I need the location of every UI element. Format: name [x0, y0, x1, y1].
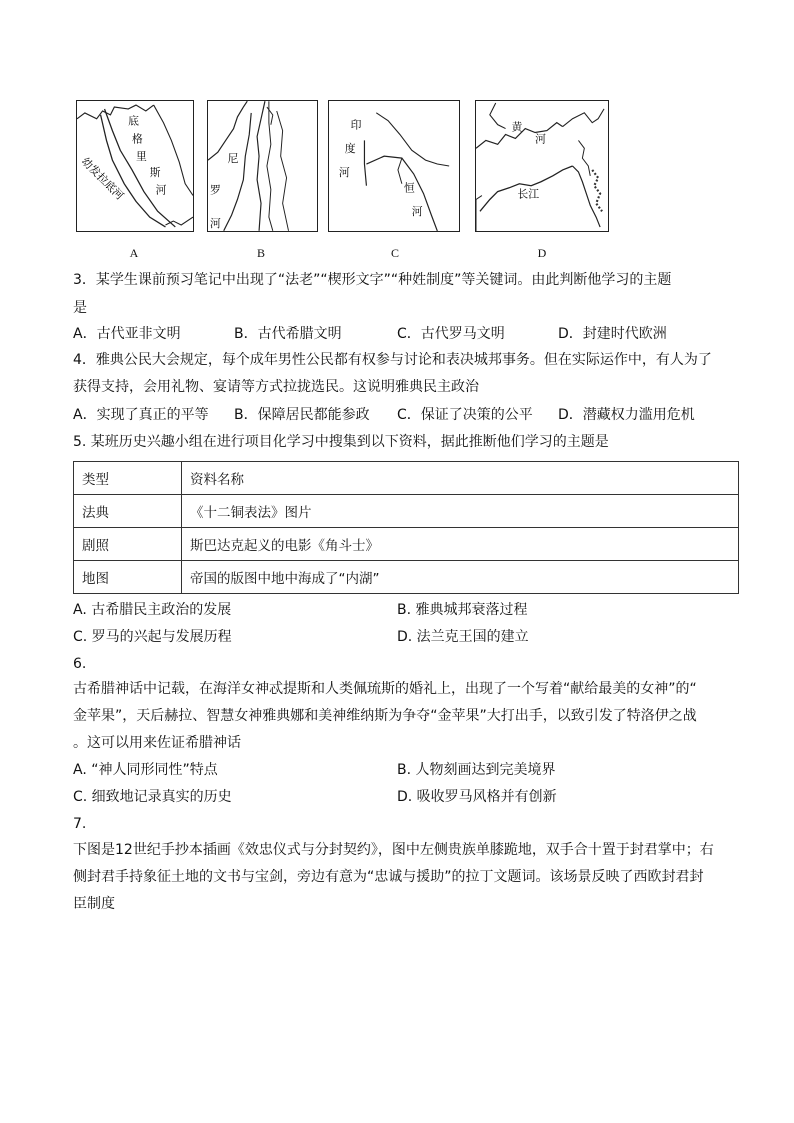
q6-option-d: D. 吸收罗马风格并有创新: [397, 789, 557, 805]
table-header-row: [74, 462, 739, 495]
q4-option-a: A．实现了真正的平等: [73, 407, 209, 423]
q3-option-a: A．古代亚非文明: [73, 326, 181, 342]
q5-option-b: B. 雅典城邦衰落过程: [397, 602, 528, 618]
q3-option-b: B．古代希腊文明: [234, 326, 342, 342]
table-cell: 地图: [74, 561, 182, 594]
q3-option-d: D．封建时代欧洲: [558, 326, 667, 342]
map-d: [475, 100, 609, 232]
map-b-drawing: [208, 101, 317, 231]
map-b-label-3: 河: [209, 216, 221, 230]
q6-number: 6.: [73, 656, 87, 672]
q4-option-d: D．潜藏权力滥用危机: [558, 407, 695, 423]
q6-option-c: C. 细致地记录真实的历史: [73, 789, 232, 805]
map-d-caption: D: [537, 246, 547, 260]
map-d-drawing: [476, 101, 608, 231]
map-c-label-5: 河: [411, 205, 423, 219]
map-a-label-2: 格: [132, 132, 143, 146]
q5-stem: 5. 某班历史兴趣小组在进行项目化学习中搜集到以下资料，据此推断他们学习的主题是: [73, 434, 609, 450]
map-a-label-1: 底: [128, 114, 139, 128]
q5-option-c: C. 罗马的兴起与发展历程: [73, 629, 232, 645]
map-c: [328, 100, 460, 232]
map-b-label-1: 尼: [227, 152, 239, 166]
table-header-cell: 资料名称: [182, 462, 739, 495]
map-a-drawing: [77, 101, 193, 231]
q3-stem-line1: 3．某学生课前预习笔记中出现了“法老”“楔形文字”“种姓制度”等关键词。由此判断他学习的主题: [73, 272, 672, 288]
q5-source-table: [73, 461, 739, 594]
q3-option-c: C．古代罗马文明: [397, 326, 505, 342]
q6-stem-line1: 古希腊神话中记载，在海洋女神忒提斯和人类佩琉斯的婚礼上，出现了一个写着“献给最美的女神”的“: [73, 681, 697, 697]
q6-stem-line2: 金苹果”，天后赫拉、智慧女神雅典娜和美神维纳斯为争夺“金苹果”大打出手，以致引发了特洛伊之战: [73, 708, 697, 724]
q3-stem-line2: 是: [73, 300, 87, 316]
map-a: [76, 100, 194, 232]
map-a-label-5: 河: [155, 183, 167, 197]
table-cell: 《十二铜表法》图片: [182, 495, 739, 528]
q5-option-a: A. 古希腊民主政治的发展: [73, 602, 232, 618]
q7-number: 7.: [73, 816, 87, 832]
map-d-label-1: 黄: [511, 120, 523, 134]
q7-stem-line1: 下图是12世纪手抄本插画《效忠仪式与分封契约》，图中左侧贵族单膝跪地，双手合十置于封君掌中；右: [73, 842, 714, 858]
map-b-caption: B: [256, 246, 265, 260]
q6-option-b: B. 人物刻画达到完美境界: [397, 762, 556, 778]
q4-stem-line1: 4．雅典公民大会规定，每个成年男性公民都有权参与讨论和表决城邦事务。但在实际运作中，有人为了: [73, 352, 712, 368]
table-row: [74, 495, 739, 528]
map-a-caption: A: [129, 246, 139, 260]
q6-stem-line3: 。这可以用来佐证希腊神话: [73, 735, 241, 751]
map-b-label-2: 罗: [209, 183, 221, 197]
map-a-label-4: 斯: [149, 165, 161, 179]
q7-stem-line3: 臣制度: [73, 896, 115, 912]
table-cell: 斯巴达克起义的电影《角斗士》: [182, 528, 739, 561]
map-b: [207, 100, 318, 232]
map-c-label-2: 度: [344, 142, 356, 156]
map-c-label-3: 河: [338, 165, 350, 179]
map-c-caption: C: [390, 246, 399, 260]
map-d-label-3: 长江: [517, 187, 540, 201]
map-a-label-3: 里: [135, 150, 147, 164]
q5-option-d: D. 法兰克王国的建立: [397, 629, 529, 645]
map-a-label-6: 幼发拉底河: [78, 154, 127, 203]
table-row: [74, 561, 739, 594]
map-d-label-2: 河: [535, 132, 546, 146]
table-cell: 剧照: [74, 528, 182, 561]
table-cell: 法典: [74, 495, 182, 528]
q4-stem-line2: 获得支持，会用礼物、宴请等方式拉拢选民。这说明雅典民主政治: [73, 379, 479, 395]
q6-option-a: A. “神人同形同性”特点: [73, 762, 218, 778]
table-header-cell: 类型: [74, 462, 182, 495]
q7-stem-line2: 侧封君手持象征土地的文书与宝剑，旁边有意为“忠诚与援助”的拉丁文题词。该场景反映了西欧封君封: [73, 869, 704, 885]
q4-option-b: B．保障居民都能参政: [234, 407, 370, 423]
map-c-label-1: 印: [350, 118, 362, 132]
map-c-drawing: [329, 101, 459, 231]
q4-option-c: C．保证了决策的公平: [397, 407, 533, 423]
table-row: [74, 528, 739, 561]
map-c-label-4: 恒: [403, 181, 415, 195]
table-cell: 帝国的版图中地中海成了“内湖”: [182, 561, 739, 594]
